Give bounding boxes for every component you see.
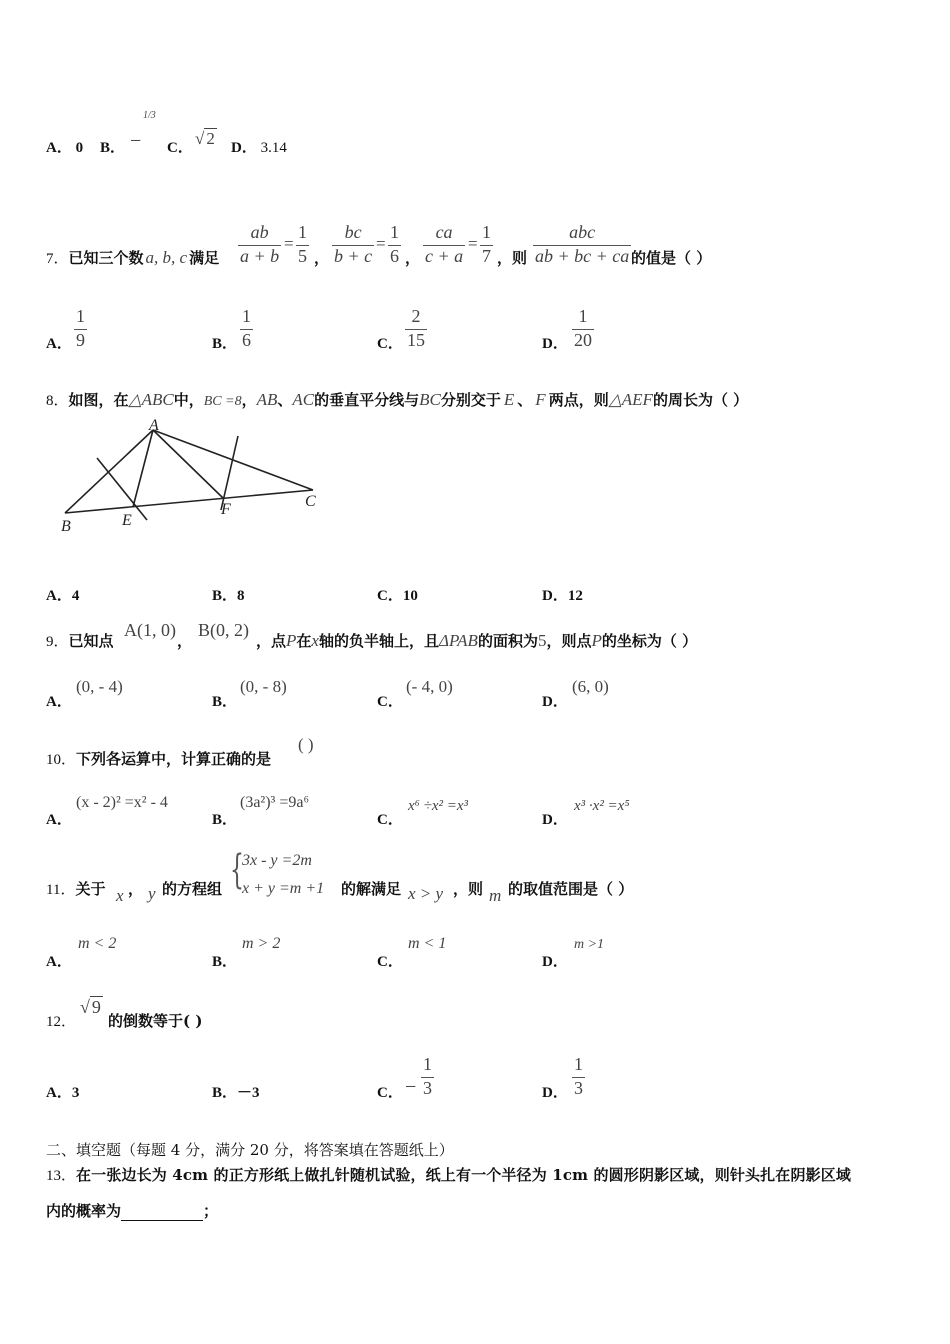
q11-condition: x > y: [408, 884, 444, 903]
q10-option-d: D．: [542, 812, 568, 828]
q7-option-c-value: 2 15: [407, 306, 425, 350]
equals: =: [284, 234, 294, 253]
q8-option-d: D．12: [542, 588, 583, 604]
q10-answer-paren: ( ): [298, 735, 314, 754]
q9-option-d-value: (6, 0): [572, 677, 609, 696]
q7-option-b: B．: [212, 336, 238, 352]
q12-sqrt: √ 9: [80, 997, 101, 1017]
q11-option-d-value: m >1: [574, 937, 605, 952]
q6-option-c: [167, 136, 193, 157]
answer-blank[interactable]: [121, 1206, 203, 1221]
q12-option-b: B．－3: [212, 1085, 260, 1101]
q11-option-b: B．: [212, 954, 238, 970]
option-label: B．: [100, 140, 126, 156]
q9-option-a-value: (0, - 4): [76, 677, 123, 696]
point-f-label: F: [221, 501, 231, 518]
q10-stem: 10．下列各运算中，计算正确的是: [46, 750, 272, 768]
q7-fraction-ca: ca c + a: [425, 222, 464, 266]
option-label: C．: [167, 140, 193, 156]
q9-option-c: C．: [377, 694, 403, 710]
perpendicular-bisector-ab: [97, 458, 147, 520]
q12-option-a: A．3: [46, 1085, 80, 1101]
q8-option-a: A．4: [46, 588, 80, 604]
q10-option-a-value: (x - 2)² =x² - 4: [76, 794, 168, 811]
q6-option-c-value: √ 2: [195, 129, 215, 148]
q7-fraction-target: abc ab + bc + ca: [535, 222, 630, 266]
q9-option-c-value: (- 4, 0): [406, 677, 453, 696]
q6-option-a: [46, 136, 83, 157]
q10-option-c: C．: [377, 812, 403, 828]
q11-option-b-value: m > 2: [242, 935, 281, 952]
q11-equation-1: 3x - y =2m: [242, 852, 312, 869]
q11-stem-start: 11．关于: [46, 880, 106, 898]
q9-stem-start: 9．已知点: [46, 632, 114, 650]
q9-option-a: A．: [46, 694, 72, 710]
q6-option-d: [231, 136, 287, 157]
point-e-label: E: [122, 512, 132, 529]
q10-option-b: B．: [212, 812, 238, 828]
option-label: A．: [46, 140, 72, 156]
q11-option-a-value: m < 2: [78, 935, 117, 952]
q7-option-a-value: 1 9: [76, 306, 85, 350]
segment-ae: [133, 430, 153, 507]
q7-fraction-1-5: 1 5: [298, 222, 307, 266]
q10-option-c-value: x⁶ ÷x² =x³: [408, 798, 469, 814]
equals: =: [376, 234, 386, 253]
question-number: 8．: [46, 393, 69, 409]
q9-option-b: B．: [212, 694, 238, 710]
vertex-a-label: A: [149, 418, 159, 434]
segment-ba: [65, 430, 153, 513]
q11-equation-2: x + y =m +1: [242, 880, 325, 897]
question-number: 10．: [46, 752, 77, 768]
question-number: 7．: [46, 251, 69, 267]
q6-option-b: [100, 136, 125, 157]
q11-option-c-value: m < 1: [408, 935, 447, 952]
option-label: D．: [231, 140, 257, 156]
q13-line-1: 13．在一张边长为 4cm 的正方形纸上做扎针随机试验，纸上有一个半径为 1cm 的圆形阴影区域，则针头扎在阴影区域: [46, 1166, 852, 1184]
q7-stem: 7．已知三个数 a, b, c 满足: [46, 248, 220, 267]
q7-option-b-value: 1 6: [242, 306, 251, 350]
q12-option-c: C．: [377, 1085, 403, 1101]
q7-fraction-1-6: 1 6: [390, 222, 399, 266]
perpendicular-bisector-ac: [221, 436, 238, 510]
q7-fraction-1-7: 1 7: [482, 222, 491, 266]
q10-option-d-value: x³ ·x² =x⁵: [574, 798, 630, 814]
q8-triangle-figure: [55, 418, 335, 538]
q9-point-b: B(0, 2): [198, 620, 249, 640]
q7-option-a: A．: [46, 336, 72, 352]
question-number: 13．: [46, 1168, 77, 1184]
q12-option-c-value: 1 3: [423, 1054, 432, 1098]
segment-bc: [65, 490, 313, 513]
q7-option-d: D．: [542, 336, 568, 352]
section-heading: 二、填空题（每题 4 分，满分 20 分，将答案填在答题纸上）: [46, 1141, 454, 1159]
q9-stem-end: ，点P在x轴的负半轴上，且ΔPAB的面积为5，则点P的坐标为（ ）: [256, 631, 698, 650]
option-value: 0: [75, 140, 84, 156]
q12-option-c-sign: −: [405, 1076, 417, 1098]
question-number: 9．: [46, 634, 69, 650]
q10-option-b-value: (3a²)³ =9a⁶: [240, 794, 310, 811]
q6-option-b-exponent: 1/3: [143, 110, 156, 121]
q13-line-2: 内的概率为 ；: [46, 1202, 219, 1220]
q8-stem: 8．如图，在△ABC中，BC =8，AB、AC的垂直平分线与BC分别交于 E 、 F 两点，则△AEF的周长为（ ）: [46, 390, 749, 409]
vertex-c-label: C: [305, 493, 316, 510]
vertex-b-label: B: [61, 518, 71, 535]
q10-option-a: A．: [46, 812, 72, 828]
system-brace: {: [230, 847, 244, 893]
question-number: 12．: [46, 1014, 77, 1030]
q9-option-b-value: (0, - 8): [240, 677, 287, 696]
q8-option-c: C．10: [377, 588, 418, 604]
q9-point-a: A(1, 0): [124, 620, 176, 640]
q8-option-b: B．8: [212, 588, 245, 604]
question-number: 11．: [46, 882, 76, 898]
q11-option-c: C．: [377, 954, 403, 970]
q12-option-d-value: 1 3: [574, 1054, 583, 1098]
equals: =: [468, 234, 478, 253]
q7-option-c: C．: [377, 336, 403, 352]
q11-option-a: A．: [46, 954, 72, 970]
q9-option-d: D．: [542, 694, 568, 710]
q12-option-d: D．: [542, 1085, 568, 1101]
option-value: 3.14: [260, 140, 287, 156]
q7-fraction-ab: ab a + b: [240, 222, 280, 266]
q11-option-d: D．: [542, 954, 568, 970]
q7-fraction-bc: bc b + c: [334, 222, 373, 266]
q12-stem: 的倒数等于( ): [108, 1012, 203, 1030]
q6-option-b-value: −: [130, 130, 142, 152]
q7-option-d-value: 1 20: [574, 306, 592, 350]
segment-af: [153, 430, 223, 498]
